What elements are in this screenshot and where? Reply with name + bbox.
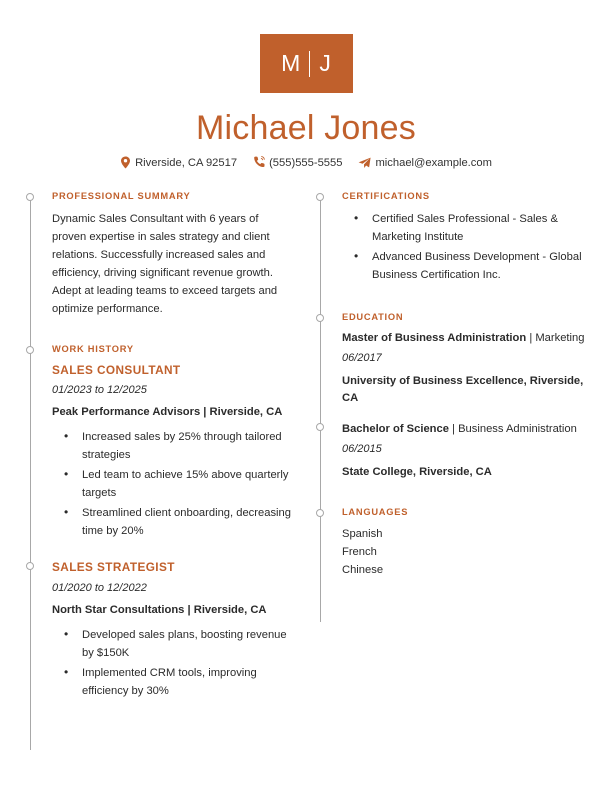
education-separator: |: [526, 332, 536, 345]
section-title-education: EDUCATION: [342, 312, 404, 323]
education-degree: Master of Business Administration: [342, 332, 527, 345]
list-item: • Developed sales plans, boosting revenue by $150K: [82, 626, 292, 662]
section-title-work-history: WORK HISTORY: [52, 344, 134, 355]
section-work-history: [52, 344, 292, 540]
education-entry: [342, 421, 588, 481]
section-title-languages: LANGUAGES: [342, 506, 409, 517]
monogram-first-initial: M: [281, 50, 301, 76]
job-bullet-list: [52, 428, 292, 541]
list-item: Spanish: [342, 528, 383, 541]
job-organization: North Star Consultations | Riverside, CA: [52, 604, 267, 617]
location-text: Riverside, CA 92517: [135, 156, 238, 169]
list-item: • Advanced Business Development - Global Business Certification Inc.: [372, 248, 588, 284]
job-title: SALES STRATEGIST: [52, 560, 175, 575]
section-title-professional-summary: PROFESSIONAL SUMMARY: [52, 191, 191, 202]
list-item: • Streamlined client onboarding, decreasing time by 20%: [82, 504, 292, 540]
education-degree-line: [342, 330, 588, 348]
work-history-entry: [52, 560, 292, 700]
list-item: • Implemented CRM tools, improving efficiency by 30%: [82, 664, 292, 700]
certifications-list: [342, 210, 588, 285]
candidate-name: Michael Jones: [196, 109, 416, 147]
list-item: • Increased sales by 25% through tailored strategies: [82, 428, 292, 464]
section-professional-summary: [52, 191, 292, 318]
list-item: Chinese: [342, 564, 384, 577]
professional-summary-text: Dynamic Sales Consultant with 6 years of proven expertise in sales strategy and client relations. Successfully increased sales and efficiency, driving significant revenue growth. Adept at leading teams to exceed targets and optimize performance.: [52, 212, 278, 316]
education-date: 06/2017: [342, 352, 382, 365]
contact-location: [120, 156, 237, 169]
timeline-marker-icon: [26, 562, 34, 570]
education-school: State College, Riverside, CA: [342, 465, 492, 478]
phone-text: (555)555-5555: [269, 156, 343, 169]
timeline-marker-icon: [26, 346, 34, 354]
resume-header: [0, 0, 612, 169]
section-languages: [342, 507, 588, 580]
education-degree: Bachelor of Science: [342, 423, 449, 436]
section-education: [342, 312, 588, 407]
resume-body: [0, 191, 612, 702]
timeline-marker-icon: [316, 423, 324, 431]
timeline-marker-icon: [316, 314, 324, 322]
email-text: michael@example.com: [375, 156, 492, 169]
left-timeline-rail: [30, 197, 31, 750]
contact-row: [0, 156, 612, 169]
monogram-second-initial: J: [319, 50, 331, 76]
timeline-marker-icon: [26, 193, 34, 201]
education-date: 06/2015: [342, 443, 382, 456]
education-major: Marketing: [535, 332, 585, 345]
job-dates: 01/2020 to 12/2022: [52, 581, 147, 594]
education-degree-line: [342, 421, 588, 439]
work-history-entry: [52, 363, 292, 541]
section-certifications: [342, 191, 588, 284]
education-school: University of Business Excellence, Riverside, CA: [342, 374, 584, 404]
timeline-marker-icon: [316, 509, 324, 517]
list-item: • Certified Sales Professional - Sales & Marketing Institute: [372, 210, 588, 246]
monogram-logo: [260, 34, 353, 93]
phone-icon: [253, 156, 265, 169]
section-title-certifications: CERTIFICATIONS: [342, 191, 430, 202]
job-organization: Peak Performance Advisors | Riverside, CA: [52, 406, 283, 419]
location-pin-icon: [120, 156, 131, 169]
timeline-marker-icon: [316, 193, 324, 201]
education-separator: |: [448, 423, 459, 436]
job-title: SALES CONSULTANT: [52, 362, 181, 377]
left-column: [30, 191, 292, 702]
contact-phone: [253, 156, 342, 169]
education-major: Business Administration: [458, 423, 577, 436]
right-column: [320, 191, 588, 579]
list-item: French: [342, 546, 377, 559]
list-item: • Led team to achieve 15% above quarterly targets: [82, 466, 292, 502]
paper-plane-icon: [358, 157, 371, 169]
right-timeline-rail: [320, 197, 321, 622]
job-bullet-list: [52, 626, 292, 701]
contact-email: [358, 157, 491, 169]
job-dates: 01/2023 to 12/2025: [52, 383, 147, 396]
education-entry: [342, 330, 588, 407]
